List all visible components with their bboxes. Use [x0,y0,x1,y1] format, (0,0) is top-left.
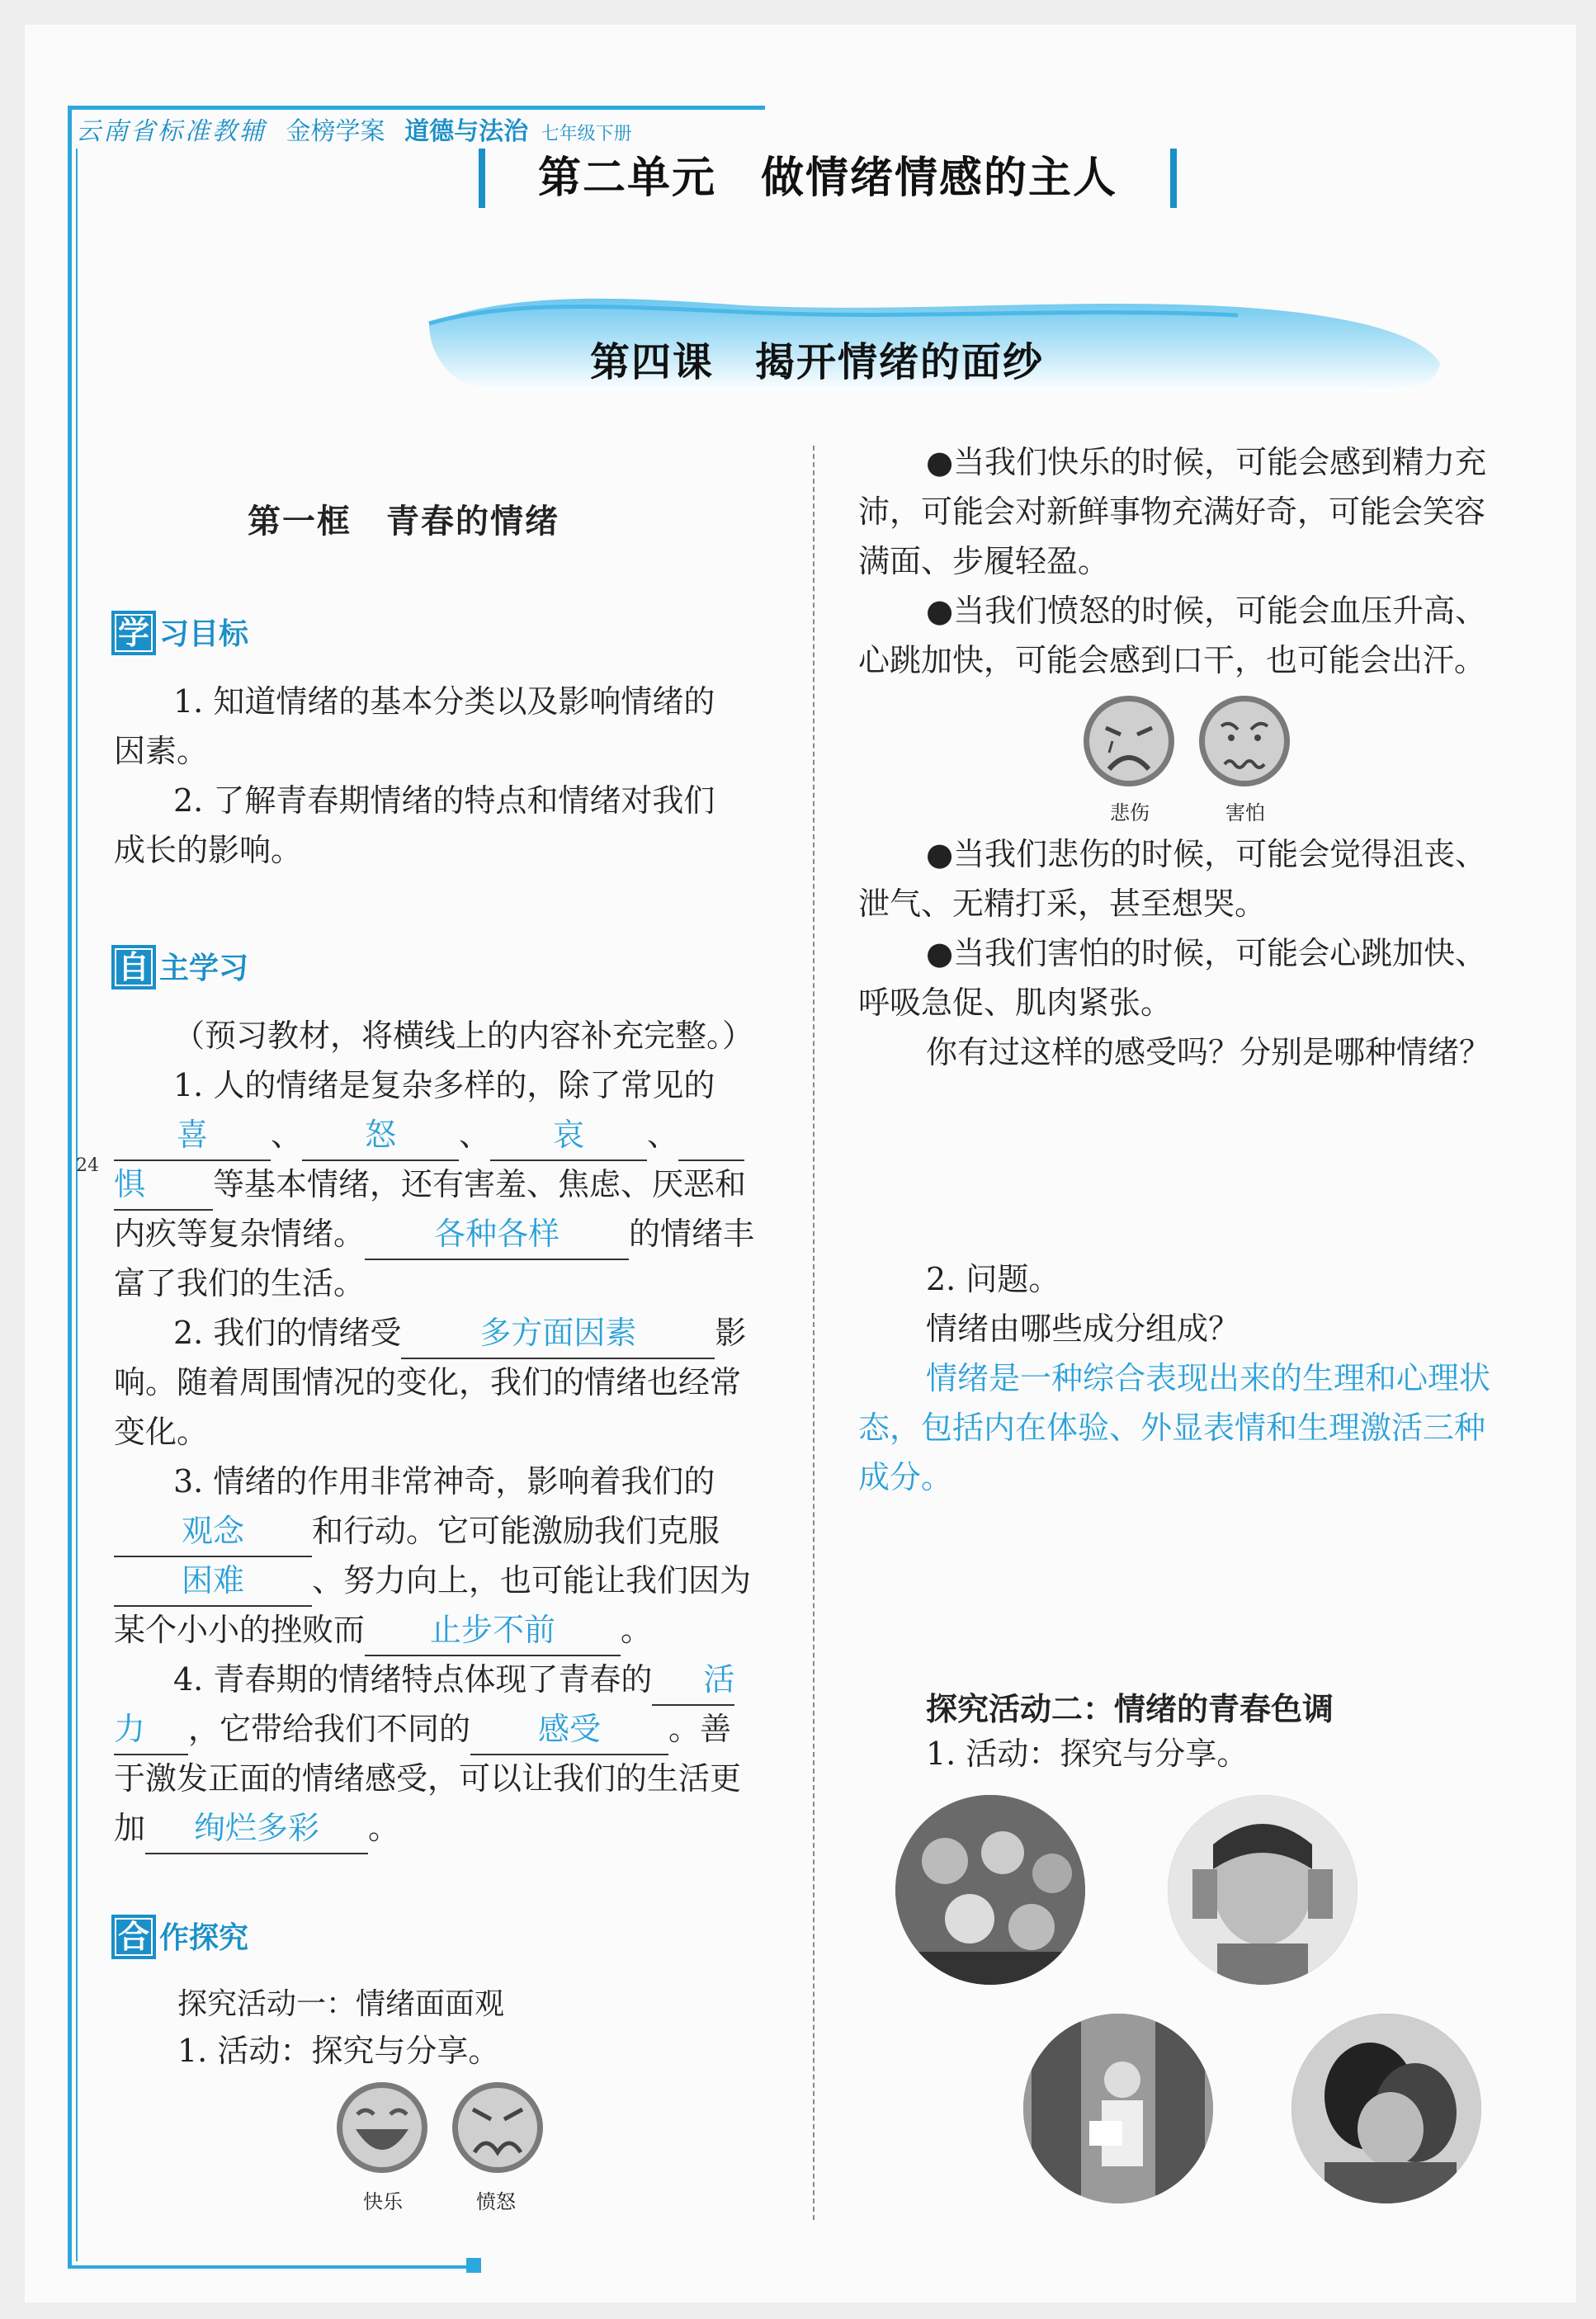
photo-crowd-cheering [895,1795,1085,1985]
right-p4-l2: 呼吸急促、肌肉紧张。 [858,985,1173,1021]
face-caption-angry: 愤怒 [476,2190,516,2213]
right-p3-l2: 泄气、无精打采，甚至想哭。 [858,886,1267,922]
happy-face-icon [334,2080,433,2179]
photo-friends-hugging [1291,2014,1481,2203]
q3-text-e: 。 [621,1612,653,1648]
right-q2: 2. 问题。 [926,1261,1060,1297]
q4-text-c: 。善 [668,1711,732,1747]
right-p1-l3: 满面、步履轻盈。 [858,543,1110,579]
answer-li: 力 [114,1704,188,1755]
photo-student-reading-library [1023,2014,1213,2203]
answer-xi: 喜 [114,1110,271,1161]
q3-line4 [114,1605,652,1656]
q4-text-f: 。 [368,1810,400,1846]
activity1-item: 1. 活动：探究与分享。 [177,2033,500,2069]
section-goals-box: 学 [111,611,156,655]
right-q2b: 情绪由哪些成分组成？ [926,1311,1240,1347]
answer-blank-tail [678,1110,744,1161]
right-answer-l3: 成分。 [858,1459,953,1495]
answer-ju: 惧 [114,1160,213,1211]
q1-text-d: 的情绪丰 [629,1216,755,1252]
face-caption-scared: 害怕 [1225,801,1265,824]
header-brand: 金榜学案 [286,117,385,146]
q1-text-c: 内疚等复杂情绪。 [114,1216,366,1252]
left-rule [68,106,72,2268]
photo-girl-covering-ears [1168,1795,1358,1985]
goal-2a: 2. 了解青春期情绪的特点和情绪对我们 [173,782,715,819]
section-self-label: 主学习 [159,952,249,985]
q3-text-d: 某个小小的挫败而 [114,1612,366,1648]
q1-line2: 喜 、 怒 、 哀 、 [114,1110,744,1161]
q4-line3: 于激发正面的情绪感受，可以让我们的生活更 [114,1760,742,1797]
column-divider [813,446,815,2220]
q4-text-a: 4. 青春期的情绪特点体现了青春的 [173,1661,653,1698]
answer-xuanlan: 绚烂多彩 [145,1803,368,1854]
goal-2b: 成长的影响。 [114,832,303,868]
q4-text-b: ，它带给我们不同的 [188,1711,471,1747]
q3-line3 [114,1556,751,1607]
frame-title: 第一框 青春的情绪 [248,503,560,541]
q2-text-b: 影 [715,1315,747,1351]
unit-title: 第二单元 做情绪情感的主人 [479,149,1177,208]
right-p1-l1: ●当我们快乐的时候，可能会感到精力充 [926,444,1487,480]
answer-duofang: 多方面因素 [401,1308,715,1359]
q1-line1: 1. 人的情绪是复杂多样的，除了常见的 [173,1067,715,1103]
right-p3-l1: ●当我们悲伤的时候，可能会觉得沮丧、 [926,836,1487,872]
section-goals [111,611,248,655]
answer-huo: 活 [652,1655,734,1706]
section-coop-box: 合 [111,1915,156,1959]
answer-guannian: 观念 [114,1506,312,1557]
goal-1a: 1. 知道情绪的基本分类以及影响情绪的 [173,683,715,720]
lesson-title: 第四课 揭开情绪的面纱 [589,339,1044,385]
right-p2-l1: ●当我们愤怒的时候，可能会血压升高、 [926,593,1487,629]
answer-gezhong: 各种各样 [365,1209,629,1260]
q4-line4 [114,1803,399,1854]
right-p2-l2: 心跳加快，可能会感到口干，也可能会出汗。 [858,642,1486,678]
q1-line3 [114,1160,746,1211]
q2-text-a: 2. 我们的情绪受 [173,1315,402,1351]
activity2-item: 1. 活动：探究与分享。 [926,1736,1249,1772]
section-self-box: 自 [111,945,156,989]
page-number: 24 [76,1155,99,1176]
left-rule-inner [76,149,78,2261]
activity2-title: 探究活动二：情绪的青春色调 [926,1691,1334,1727]
header-series: 云南省标准教辅 [76,117,267,146]
answer-nu: 怒 [302,1110,459,1161]
right-p1-l2: 沛，可能会对新鲜事物充满好奇，可能会笑容 [858,494,1486,530]
q4-text-e: 加 [114,1810,146,1846]
q1-line4 [114,1209,754,1260]
right-answer-l1: 情绪是一种综合表现出来的生理和心理状 [926,1360,1491,1396]
bottom-rule [68,2265,472,2269]
q2-line2: 响。随着周围情况的变化，我们的情绪也经常 [114,1364,742,1400]
scared-face-icon [1197,693,1296,792]
header-subject: 道德与法治 [404,117,529,146]
answer-zhibu: 止步不前 [365,1605,621,1656]
q4-line2 [114,1704,731,1755]
bottom-marker [466,2258,481,2273]
right-answer-l2: 态，包括内在体验、外显表情和生理激活三种 [858,1410,1486,1446]
q1-line5: 富了我们的生活。 [114,1265,366,1301]
self-intro: （预习教材，将横线上的内容补充完整。） [173,1018,754,1054]
section-goals-label: 习目标 [159,617,249,651]
section-self-study [111,945,248,989]
header-grade: 七年级下册 [541,124,632,144]
right-p4-l1: ●当我们害怕的时候，可能会心跳加快、 [926,935,1487,971]
face-caption-happy: 快乐 [363,2190,403,2213]
right-question: 你有过这样的感受吗？分别是哪种情绪？ [926,1034,1491,1070]
angry-face-icon [450,2080,549,2179]
section-coop [111,1915,248,1959]
q2-line3: 变化。 [114,1414,209,1450]
q3-line1: 3. 情绪的作用非常神奇，影响着我们的 [173,1463,715,1500]
q1-text-b: 等基本情绪，还有害羞、焦虑、厌恶和 [213,1166,747,1202]
section-coop-label: 作探究 [159,1921,249,1955]
answer-ai: 哀 [490,1110,647,1161]
q3-line2 [114,1506,720,1557]
sad-face-icon [1081,693,1180,792]
face-caption-sad: 悲伤 [1110,801,1150,824]
answer-ganshou: 感受 [470,1704,668,1755]
answer-kunnan: 困难 [114,1556,312,1607]
q4-line1 [173,1655,734,1706]
activity1-title: 探究活动一：情绪面面观 [177,1987,505,2021]
q2-line1 [173,1308,746,1359]
q3-text-b: 和行动。它可能激励我们克服 [312,1513,720,1549]
q3-text-c: 、努力向上，也可能让我们因为 [312,1562,752,1599]
goal-1b: 因素。 [114,733,209,769]
